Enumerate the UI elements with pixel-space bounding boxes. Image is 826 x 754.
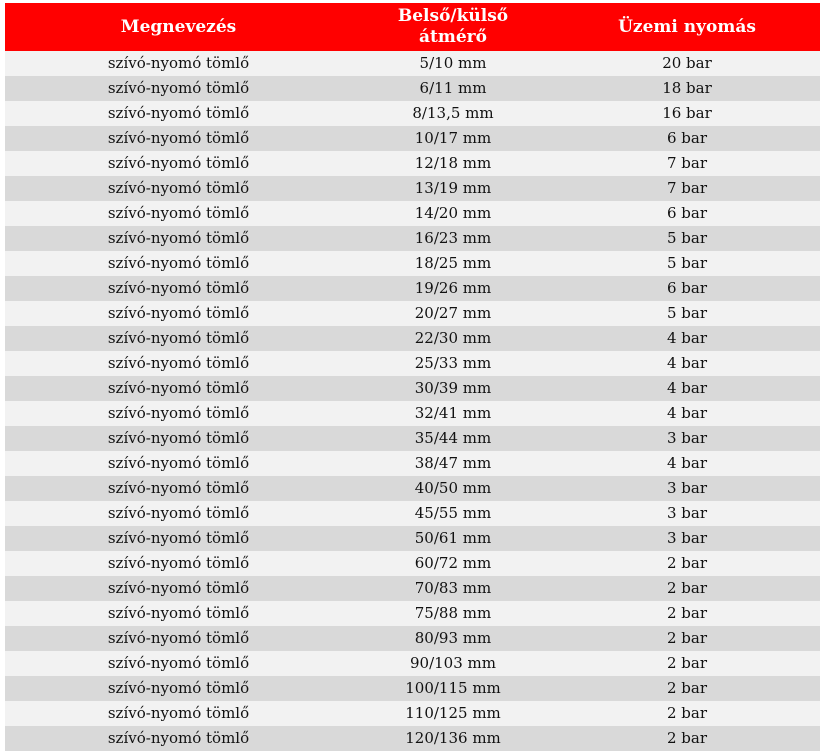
cell-name: szívó-nyomó tömlő — [5, 251, 352, 276]
cell-pressure: 2 bar — [554, 676, 820, 701]
cell-diameter: 45/55 mm — [352, 501, 554, 526]
cell-pressure: 3 bar — [554, 501, 820, 526]
cell-name: szívó-nyomó tömlő — [5, 226, 352, 251]
cell-pressure: 3 bar — [554, 476, 820, 501]
table-row — [5, 451, 820, 476]
cell-diameter: 90/103 mm — [352, 651, 554, 676]
cell-diameter: 75/88 mm — [352, 601, 554, 626]
cell-diameter: 13/19 mm — [352, 176, 554, 201]
cell-name: szívó-nyomó tömlő — [5, 601, 352, 626]
table-row — [5, 551, 820, 576]
table-row — [5, 176, 820, 201]
cell-name: szívó-nyomó tömlő — [5, 501, 352, 526]
table-row — [5, 701, 820, 726]
cell-diameter: 30/39 mm — [352, 376, 554, 401]
cell-pressure: 2 bar — [554, 726, 820, 751]
cell-name: szívó-nyomó tömlő — [5, 301, 352, 326]
cell-name: szívó-nyomó tömlő — [5, 276, 352, 301]
cell-diameter: 50/61 mm — [352, 526, 554, 551]
cell-pressure: 4 bar — [554, 326, 820, 351]
table-row — [5, 526, 820, 551]
cell-pressure: 5 bar — [554, 301, 820, 326]
cell-diameter: 110/125 mm — [352, 701, 554, 726]
cell-pressure: 6 bar — [554, 126, 820, 151]
cell-name: szívó-nyomó tömlő — [5, 51, 352, 76]
table-row — [5, 76, 820, 101]
cell-pressure: 7 bar — [554, 176, 820, 201]
table-row — [5, 501, 820, 526]
header-diameter-line1: Belső/külső — [397, 6, 509, 26]
cell-pressure: 4 bar — [554, 401, 820, 426]
cell-diameter: 18/25 mm — [352, 251, 554, 276]
cell-pressure: 7 bar — [554, 151, 820, 176]
cell-pressure: 4 bar — [554, 451, 820, 476]
cell-diameter: 14/20 mm — [352, 201, 554, 226]
table-row — [5, 101, 820, 126]
cell-pressure: 4 bar — [554, 351, 820, 376]
table-row — [5, 276, 820, 301]
cell-diameter: 20/27 mm — [352, 301, 554, 326]
cell-diameter: 22/30 mm — [352, 326, 554, 351]
cell-diameter: 32/41 mm — [352, 401, 554, 426]
cell-pressure: 2 bar — [554, 651, 820, 676]
table-row — [5, 326, 820, 351]
table-row — [5, 151, 820, 176]
cell-diameter: 6/11 mm — [352, 76, 554, 101]
cell-name: szívó-nyomó tömlő — [5, 351, 352, 376]
table-row — [5, 601, 820, 626]
table-row — [5, 51, 820, 76]
header-pressure-label: Üzemi nyomás — [618, 16, 756, 37]
cell-diameter: 8/13,5 mm — [352, 101, 554, 126]
cell-diameter: 19/26 mm — [352, 276, 554, 301]
cell-diameter: 70/83 mm — [352, 576, 554, 601]
hose-spec-table — [5, 3, 820, 751]
cell-name: szívó-nyomó tömlő — [5, 726, 352, 751]
cell-name: szívó-nyomó tömlő — [5, 676, 352, 701]
cell-diameter: 5/10 mm — [352, 51, 554, 76]
cell-name: szívó-nyomó tömlő — [5, 201, 352, 226]
cell-pressure: 2 bar — [554, 701, 820, 726]
cell-name: szívó-nyomó tömlő — [5, 451, 352, 476]
table-row — [5, 476, 820, 501]
cell-name: szívó-nyomó tömlő — [5, 476, 352, 501]
cell-pressure: 3 bar — [554, 526, 820, 551]
table-body — [5, 51, 820, 751]
cell-diameter: 38/47 mm — [352, 451, 554, 476]
table-row — [5, 626, 820, 651]
header-row — [5, 3, 820, 51]
cell-diameter: 25/33 mm — [352, 351, 554, 376]
cell-pressure: 2 bar — [554, 551, 820, 576]
cell-pressure: 16 bar — [554, 101, 820, 126]
cell-name: szívó-nyomó tömlő — [5, 326, 352, 351]
cell-name: szívó-nyomó tömlő — [5, 126, 352, 151]
cell-name: szívó-nyomó tömlő — [5, 401, 352, 426]
cell-diameter: 40/50 mm — [352, 476, 554, 501]
table-row — [5, 251, 820, 276]
table-row — [5, 401, 820, 426]
cell-pressure: 5 bar — [554, 251, 820, 276]
cell-pressure: 2 bar — [554, 626, 820, 651]
hose-spec-table-container — [5, 3, 820, 751]
header-diameter — [352, 3, 554, 51]
cell-pressure: 6 bar — [554, 201, 820, 226]
cell-pressure: 20 bar — [554, 51, 820, 76]
cell-pressure: 18 bar — [554, 76, 820, 101]
header-pressure — [554, 3, 820, 51]
cell-name: szívó-nyomó tömlő — [5, 176, 352, 201]
header-name-label: Megnevezés — [120, 16, 237, 37]
header-diameter-line2: átmérő — [419, 27, 487, 47]
cell-name: szívó-nyomó tömlő — [5, 701, 352, 726]
cell-diameter: 80/93 mm — [352, 626, 554, 651]
cell-diameter: 60/72 mm — [352, 551, 554, 576]
cell-name: szívó-nyomó tömlő — [5, 551, 352, 576]
cell-diameter: 16/23 mm — [352, 226, 554, 251]
table-row — [5, 651, 820, 676]
table-row — [5, 426, 820, 451]
table-row — [5, 351, 820, 376]
cell-pressure: 6 bar — [554, 276, 820, 301]
cell-pressure: 4 bar — [554, 376, 820, 401]
cell-diameter: 100/115 mm — [352, 676, 554, 701]
cell-name: szívó-nyomó tömlő — [5, 101, 352, 126]
cell-name: szívó-nyomó tömlő — [5, 526, 352, 551]
cell-name: szívó-nyomó tömlő — [5, 376, 352, 401]
table-row — [5, 226, 820, 251]
cell-pressure: 5 bar — [554, 226, 820, 251]
cell-name: szívó-nyomó tömlő — [5, 151, 352, 176]
cell-diameter: 35/44 mm — [352, 426, 554, 451]
table-header — [5, 3, 820, 51]
cell-diameter: 12/18 mm — [352, 151, 554, 176]
table-row — [5, 126, 820, 151]
table-row — [5, 576, 820, 601]
table-row — [5, 676, 820, 701]
table-row — [5, 726, 820, 751]
header-name — [5, 3, 352, 51]
cell-pressure: 2 bar — [554, 576, 820, 601]
cell-pressure: 3 bar — [554, 426, 820, 451]
cell-name: szívó-nyomó tömlő — [5, 626, 352, 651]
table-row — [5, 376, 820, 401]
cell-pressure: 2 bar — [554, 601, 820, 626]
cell-name: szívó-nyomó tömlő — [5, 76, 352, 101]
cell-name: szívó-nyomó tömlő — [5, 426, 352, 451]
cell-name: szívó-nyomó tömlő — [5, 651, 352, 676]
table-row — [5, 301, 820, 326]
table-row — [5, 201, 820, 226]
cell-diameter: 120/136 mm — [352, 726, 554, 751]
cell-diameter: 10/17 mm — [352, 126, 554, 151]
cell-name: szívó-nyomó tömlő — [5, 576, 352, 601]
